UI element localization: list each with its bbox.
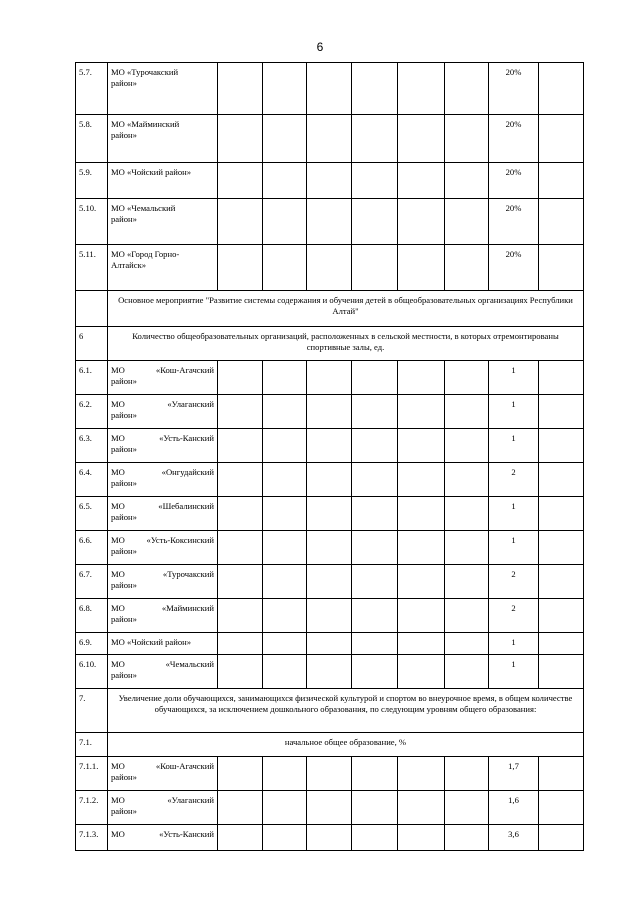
empty-cell [398, 655, 445, 689]
name-prefix: МО [111, 795, 125, 805]
table-row [76, 565, 584, 599]
empty-cell [263, 463, 307, 497]
empty-cell [445, 63, 489, 115]
empty-cell [539, 115, 584, 163]
name-prefix: МО [111, 501, 125, 511]
name-main: «Усть-Коксинский [146, 535, 214, 545]
name-line-1: МО «Город Горно- [111, 249, 180, 259]
empty-cell [263, 655, 307, 689]
empty-cell [263, 395, 307, 429]
table-row [76, 395, 584, 429]
name-line-1: МО «Турочакский [111, 67, 179, 77]
empty-cell [307, 599, 352, 633]
empty-cell [398, 245, 445, 291]
empty-cell [352, 361, 398, 395]
name-line-1 [111, 365, 214, 376]
empty-cell [307, 565, 352, 599]
empty-cell [307, 63, 352, 115]
name-line-1 [111, 433, 214, 444]
empty-cell [307, 791, 352, 825]
empty-cell [445, 497, 489, 531]
empty-cell [539, 531, 584, 565]
row-number: 6 [76, 327, 108, 361]
row-number [76, 291, 108, 327]
empty-cell [307, 163, 352, 199]
empty-cell [445, 463, 489, 497]
municipality-name [108, 463, 218, 497]
empty-cell [218, 655, 263, 689]
target-value: 20% [489, 163, 539, 199]
municipality-name [108, 429, 218, 463]
municipality-name [108, 115, 218, 163]
empty-cell [398, 791, 445, 825]
target-value: 1 [489, 633, 539, 655]
table-row [76, 791, 584, 825]
municipality-name [108, 599, 218, 633]
page-number: 6 [316, 40, 324, 54]
name-line-2: район» [111, 478, 137, 489]
empty-cell [445, 757, 489, 791]
empty-cell [445, 633, 489, 655]
name-prefix: МО [111, 433, 125, 443]
municipality-name [108, 825, 218, 851]
target-value: 20% [489, 63, 539, 115]
name-main: «Онгудайский [161, 467, 214, 477]
municipality-name [108, 199, 218, 245]
section-title: Основное мероприятие "Развитие системы содержания и обучения детей в общеобразовательных организациях Республики Алтай" [108, 291, 584, 327]
table-row [76, 429, 584, 463]
empty-cell [263, 199, 307, 245]
empty-cell [445, 115, 489, 163]
empty-cell [398, 199, 445, 245]
empty-cell [539, 655, 584, 689]
empty-cell [398, 429, 445, 463]
name-line-1 [111, 761, 214, 772]
empty-cell [398, 63, 445, 115]
empty-cell [539, 825, 584, 851]
empty-cell [445, 395, 489, 429]
empty-cell [352, 245, 398, 291]
name-main: «Шебалинский [158, 501, 214, 511]
municipality-name [108, 565, 218, 599]
empty-cell [539, 633, 584, 655]
row-number: 6.3. [76, 429, 108, 463]
name-main: «Майминский [161, 603, 214, 613]
empty-cell [539, 163, 584, 199]
empty-cell [398, 757, 445, 791]
row-number: 6.8. [76, 599, 108, 633]
empty-cell [218, 63, 263, 115]
empty-cell [539, 791, 584, 825]
empty-cell [398, 565, 445, 599]
name-line-1 [111, 501, 214, 512]
municipality-name [108, 245, 218, 291]
empty-cell [218, 497, 263, 531]
name-line-2: район» [111, 214, 137, 225]
empty-cell [539, 199, 584, 245]
empty-cell [352, 163, 398, 199]
name-main: «Улаганский [167, 795, 214, 805]
name-line-2: район» [111, 512, 137, 523]
empty-cell [218, 163, 263, 199]
name-line-1 [111, 399, 214, 410]
empty-cell [445, 531, 489, 565]
empty-cell [398, 463, 445, 497]
empty-cell [218, 245, 263, 291]
empty-cell [218, 633, 263, 655]
empty-cell [307, 531, 352, 565]
name-prefix: МО [111, 761, 125, 771]
empty-cell [445, 599, 489, 633]
empty-cell [445, 245, 489, 291]
empty-cell [352, 791, 398, 825]
name-line-1 [111, 467, 214, 478]
empty-cell [352, 599, 398, 633]
empty-cell [218, 565, 263, 599]
name-line-2: Алтайск» [111, 260, 147, 271]
row-number: 7.1. [76, 733, 108, 757]
name-line-2: район» [111, 78, 137, 89]
empty-cell [352, 531, 398, 565]
empty-cell [539, 599, 584, 633]
empty-cell [307, 655, 352, 689]
name-main: «Чемальский [165, 659, 214, 669]
table-row [76, 497, 584, 531]
empty-cell [352, 565, 398, 599]
target-value: 3,6 [489, 825, 539, 851]
empty-cell [307, 757, 352, 791]
empty-cell [352, 63, 398, 115]
empty-cell [263, 163, 307, 199]
name-line-1: МО «Чемальский [111, 203, 176, 213]
name-main: «Кош-Агачский [155, 761, 214, 771]
empty-cell [307, 115, 352, 163]
name-prefix: МО [111, 603, 125, 613]
row-number: 7. [76, 689, 108, 733]
name-line-1 [111, 795, 214, 806]
empty-cell [307, 199, 352, 245]
empty-cell [352, 757, 398, 791]
empty-cell [352, 825, 398, 851]
target-value: 1,6 [489, 791, 539, 825]
row-number: 5.8. [76, 115, 108, 163]
empty-cell [218, 115, 263, 163]
section-title: Увеличение доли обучающихся, занимающихся физической культурой и спортом во внеурочное время, в общем количестве обучающихся, за исключением дошкольного образования, по следующим уровням общего образования: [108, 689, 584, 733]
name-line-1 [111, 569, 214, 580]
empty-cell [352, 429, 398, 463]
municipality-name [108, 757, 218, 791]
empty-cell [539, 395, 584, 429]
name-line-2: район» [111, 376, 137, 387]
name-line-2: район» [111, 546, 137, 557]
empty-cell [307, 825, 352, 851]
row-number: 6.9. [76, 633, 108, 655]
empty-cell [307, 429, 352, 463]
name-line-2: район» [111, 580, 137, 591]
empty-cell [539, 361, 584, 395]
table-row [76, 63, 584, 115]
target-value: 20% [489, 199, 539, 245]
target-value: 1 [489, 429, 539, 463]
empty-cell [307, 361, 352, 395]
empty-cell [398, 115, 445, 163]
name-prefix: МО [111, 535, 125, 545]
empty-cell [398, 361, 445, 395]
name-line-2: район» [111, 130, 137, 141]
empty-cell [445, 791, 489, 825]
name-line-1: МО «Чойский район» [111, 637, 192, 647]
table-row [76, 463, 584, 497]
target-value: 1 [489, 655, 539, 689]
empty-cell [539, 757, 584, 791]
empty-cell [445, 199, 489, 245]
empty-cell [307, 245, 352, 291]
empty-cell [539, 63, 584, 115]
empty-cell [352, 497, 398, 531]
table-row [76, 599, 584, 633]
municipality-name [108, 791, 218, 825]
row-number: 7.1.3. [76, 825, 108, 851]
empty-cell [352, 633, 398, 655]
name-prefix: МО [111, 659, 125, 669]
empty-cell [352, 463, 398, 497]
name-line-1 [111, 829, 214, 840]
row-number: 5.10. [76, 199, 108, 245]
row-number: 5.9. [76, 163, 108, 199]
name-main: «Турочакский [162, 569, 214, 579]
municipality-name [108, 395, 218, 429]
row-number: 7.1.2. [76, 791, 108, 825]
row-number: 6.1. [76, 361, 108, 395]
empty-cell [218, 395, 263, 429]
table-row [76, 655, 584, 689]
name-line-2: район» [111, 772, 137, 783]
empty-cell [263, 531, 307, 565]
empty-cell [263, 599, 307, 633]
section-row [76, 327, 584, 361]
name-prefix: МО [111, 399, 125, 409]
empty-cell [263, 361, 307, 395]
name-prefix: МО [111, 467, 125, 477]
municipality-name [108, 655, 218, 689]
empty-cell [263, 245, 307, 291]
name-line-2: район» [111, 614, 137, 625]
row-number: 6.10. [76, 655, 108, 689]
row-number: 6.4. [76, 463, 108, 497]
empty-cell [263, 825, 307, 851]
empty-cell [263, 633, 307, 655]
target-value: 1 [489, 531, 539, 565]
empty-cell [218, 531, 263, 565]
empty-cell [263, 497, 307, 531]
empty-cell [218, 463, 263, 497]
name-main: «Усть-Канский [159, 433, 214, 443]
name-main: «Усть-Канский [159, 829, 214, 839]
empty-cell [218, 825, 263, 851]
empty-cell [398, 599, 445, 633]
empty-cell [218, 599, 263, 633]
target-value: 2 [489, 599, 539, 633]
empty-cell [218, 429, 263, 463]
table-row [76, 361, 584, 395]
target-value: 2 [489, 565, 539, 599]
target-value: 1 [489, 361, 539, 395]
empty-cell [218, 791, 263, 825]
empty-cell [263, 63, 307, 115]
empty-cell [218, 361, 263, 395]
section-row [76, 291, 584, 327]
empty-cell [398, 497, 445, 531]
name-line-1: МО «Чойский район» [111, 167, 192, 177]
empty-cell [539, 565, 584, 599]
name-line-2: район» [111, 670, 137, 681]
section-row [76, 689, 584, 733]
target-value: 20% [489, 245, 539, 291]
empty-cell [307, 633, 352, 655]
empty-cell [398, 163, 445, 199]
empty-cell [398, 531, 445, 565]
name-prefix: МО [111, 569, 125, 579]
empty-cell [539, 429, 584, 463]
empty-cell [307, 463, 352, 497]
section-title: Количество общеобразовательных организаций, расположенных в сельской местности, в которых отремонтированы спортивные залы, ед. [108, 327, 584, 361]
municipality-name [108, 63, 218, 115]
empty-cell [445, 565, 489, 599]
name-main: «Улаганский [167, 399, 214, 409]
empty-cell [263, 565, 307, 599]
empty-cell [263, 757, 307, 791]
name-line-2: район» [111, 444, 137, 455]
empty-cell [352, 199, 398, 245]
table-row [76, 633, 584, 655]
empty-cell [398, 825, 445, 851]
municipality-name [108, 163, 218, 199]
empty-cell [398, 395, 445, 429]
empty-cell [352, 395, 398, 429]
row-number: 6.7. [76, 565, 108, 599]
name-line-1 [111, 659, 214, 670]
row-number: 6.5. [76, 497, 108, 531]
row-number: 7.1.1. [76, 757, 108, 791]
row-number: 5.7. [76, 63, 108, 115]
empty-cell [352, 655, 398, 689]
empty-cell [307, 395, 352, 429]
section-title: начальное общее образование, % [108, 733, 584, 757]
target-value: 2 [489, 463, 539, 497]
municipality-name [108, 633, 218, 655]
municipality-name [108, 497, 218, 531]
empty-cell [218, 199, 263, 245]
section-row [76, 733, 584, 757]
target-value: 1,7 [489, 757, 539, 791]
empty-cell [539, 245, 584, 291]
empty-cell [307, 497, 352, 531]
empty-cell [445, 825, 489, 851]
empty-cell [263, 429, 307, 463]
row-number: 5.11. [76, 245, 108, 291]
municipality-name [108, 531, 218, 565]
empty-cell [445, 163, 489, 199]
empty-cell [263, 115, 307, 163]
empty-cell [445, 655, 489, 689]
name-prefix: МО [111, 365, 125, 375]
table-row [76, 245, 584, 291]
table-row [76, 531, 584, 565]
name-line-1 [111, 603, 214, 614]
name-main: «Кош-Агачский [155, 365, 214, 375]
row-number: 6.2. [76, 395, 108, 429]
target-value: 20% [489, 115, 539, 163]
empty-cell [263, 791, 307, 825]
indicator-table [75, 62, 584, 851]
table-row [76, 163, 584, 199]
empty-cell [445, 429, 489, 463]
name-line-1: МО «Майминский [111, 119, 180, 129]
target-value: 1 [489, 395, 539, 429]
row-number: 6.6. [76, 531, 108, 565]
table-row [76, 115, 584, 163]
table-row [76, 825, 584, 851]
empty-cell [539, 497, 584, 531]
name-line-1 [111, 535, 214, 546]
empty-cell [539, 463, 584, 497]
empty-cell [218, 757, 263, 791]
municipality-name [108, 361, 218, 395]
empty-cell [352, 115, 398, 163]
name-prefix: МО [111, 829, 125, 839]
empty-cell [398, 633, 445, 655]
target-value: 1 [489, 497, 539, 531]
table-row [76, 199, 584, 245]
table-row [76, 757, 584, 791]
empty-cell [445, 361, 489, 395]
name-line-2: район» [111, 806, 137, 817]
name-line-2: район» [111, 410, 137, 421]
